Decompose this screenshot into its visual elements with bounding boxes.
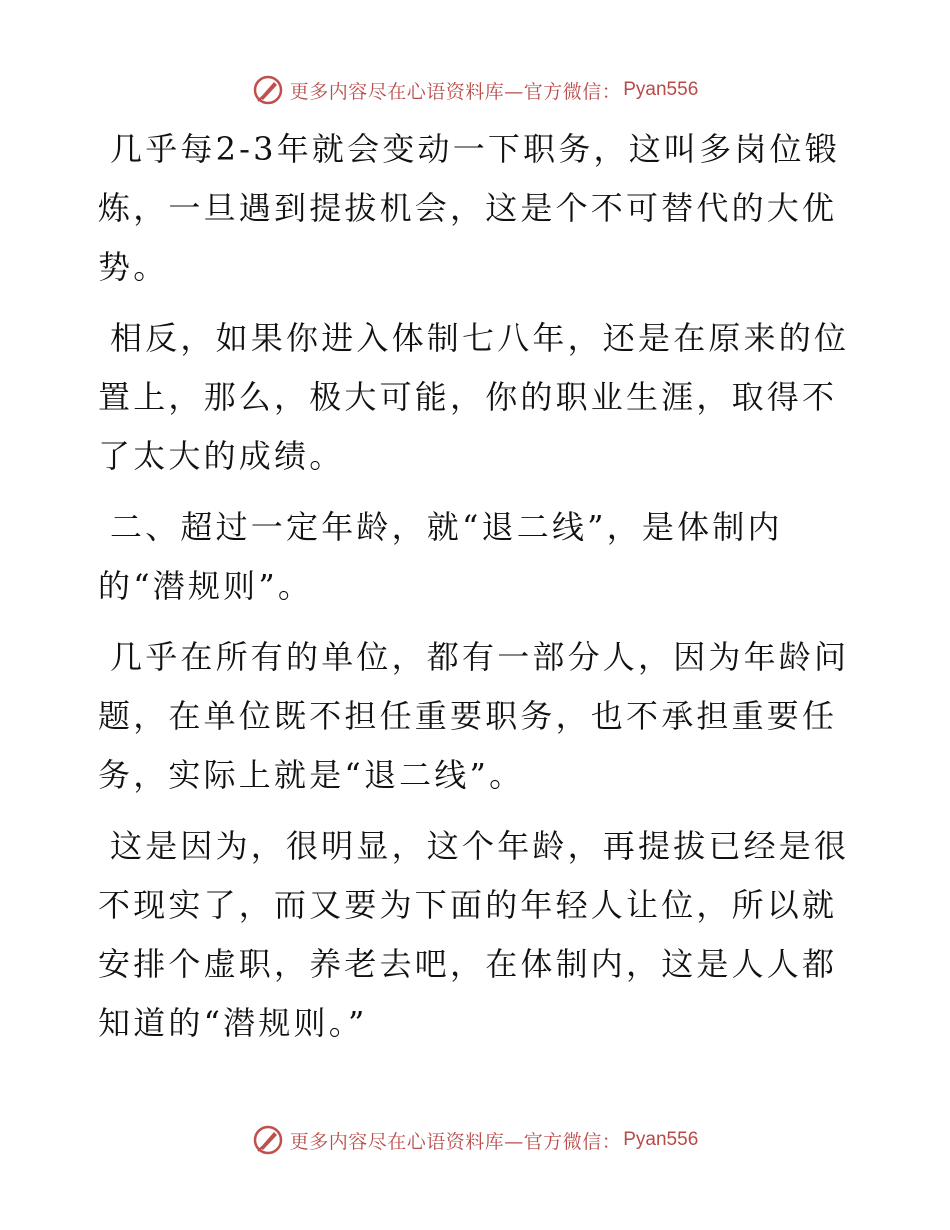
- paragraph-4-text: 几乎在所有的单位，都有一部分人，因为年龄问题，在单位既不担任重要职务，也不承担重要任务，实际上就是“退二线”。: [98, 638, 850, 794]
- watermark-text: 更多内容尽在心语资料库—官方微信：: [289, 80, 622, 103]
- quill-logo-icon: [252, 1124, 284, 1156]
- quill-logo-icon: [252, 74, 284, 106]
- paragraph-1-text: 几乎每2-3年就会变动一下职务，这叫多岗位锻炼，一旦遇到提拔机会，这是个不可替代的大优势。: [98, 130, 840, 286]
- header-watermark: [0, 70, 950, 110]
- paragraph-3: [98, 498, 858, 616]
- paragraph-2-text: 相反，如果你进入体制七八年，还是在原来的位置上，那么，极大可能，你的职业生涯，取得不了太大的成绩。: [98, 319, 850, 475]
- paragraph-2: [98, 309, 858, 486]
- paragraph-1: [98, 120, 858, 297]
- paragraph-5-text: 这是因为，很明显，这个年龄，再提拔已经是很不现实了，而又要为下面的年轻人让位，所以就安排个虚职，养老去吧，在体制内，这是人人都知道的“潜规则。”: [98, 827, 850, 1042]
- paragraph-3-text: 二、超过一定年龄，就“退二线”，是体制内的“潜规则”。: [98, 508, 783, 605]
- paragraph-5: [98, 817, 858, 1053]
- watermark-handle: Pyan556: [623, 79, 699, 100]
- document-body: [98, 120, 858, 1065]
- footer-watermark: [0, 1120, 950, 1160]
- paragraph-4: [98, 628, 858, 805]
- watermark-text: 更多内容尽在心语资料库—官方微信：: [289, 1130, 622, 1153]
- watermark-handle: Pyan556: [623, 1129, 699, 1150]
